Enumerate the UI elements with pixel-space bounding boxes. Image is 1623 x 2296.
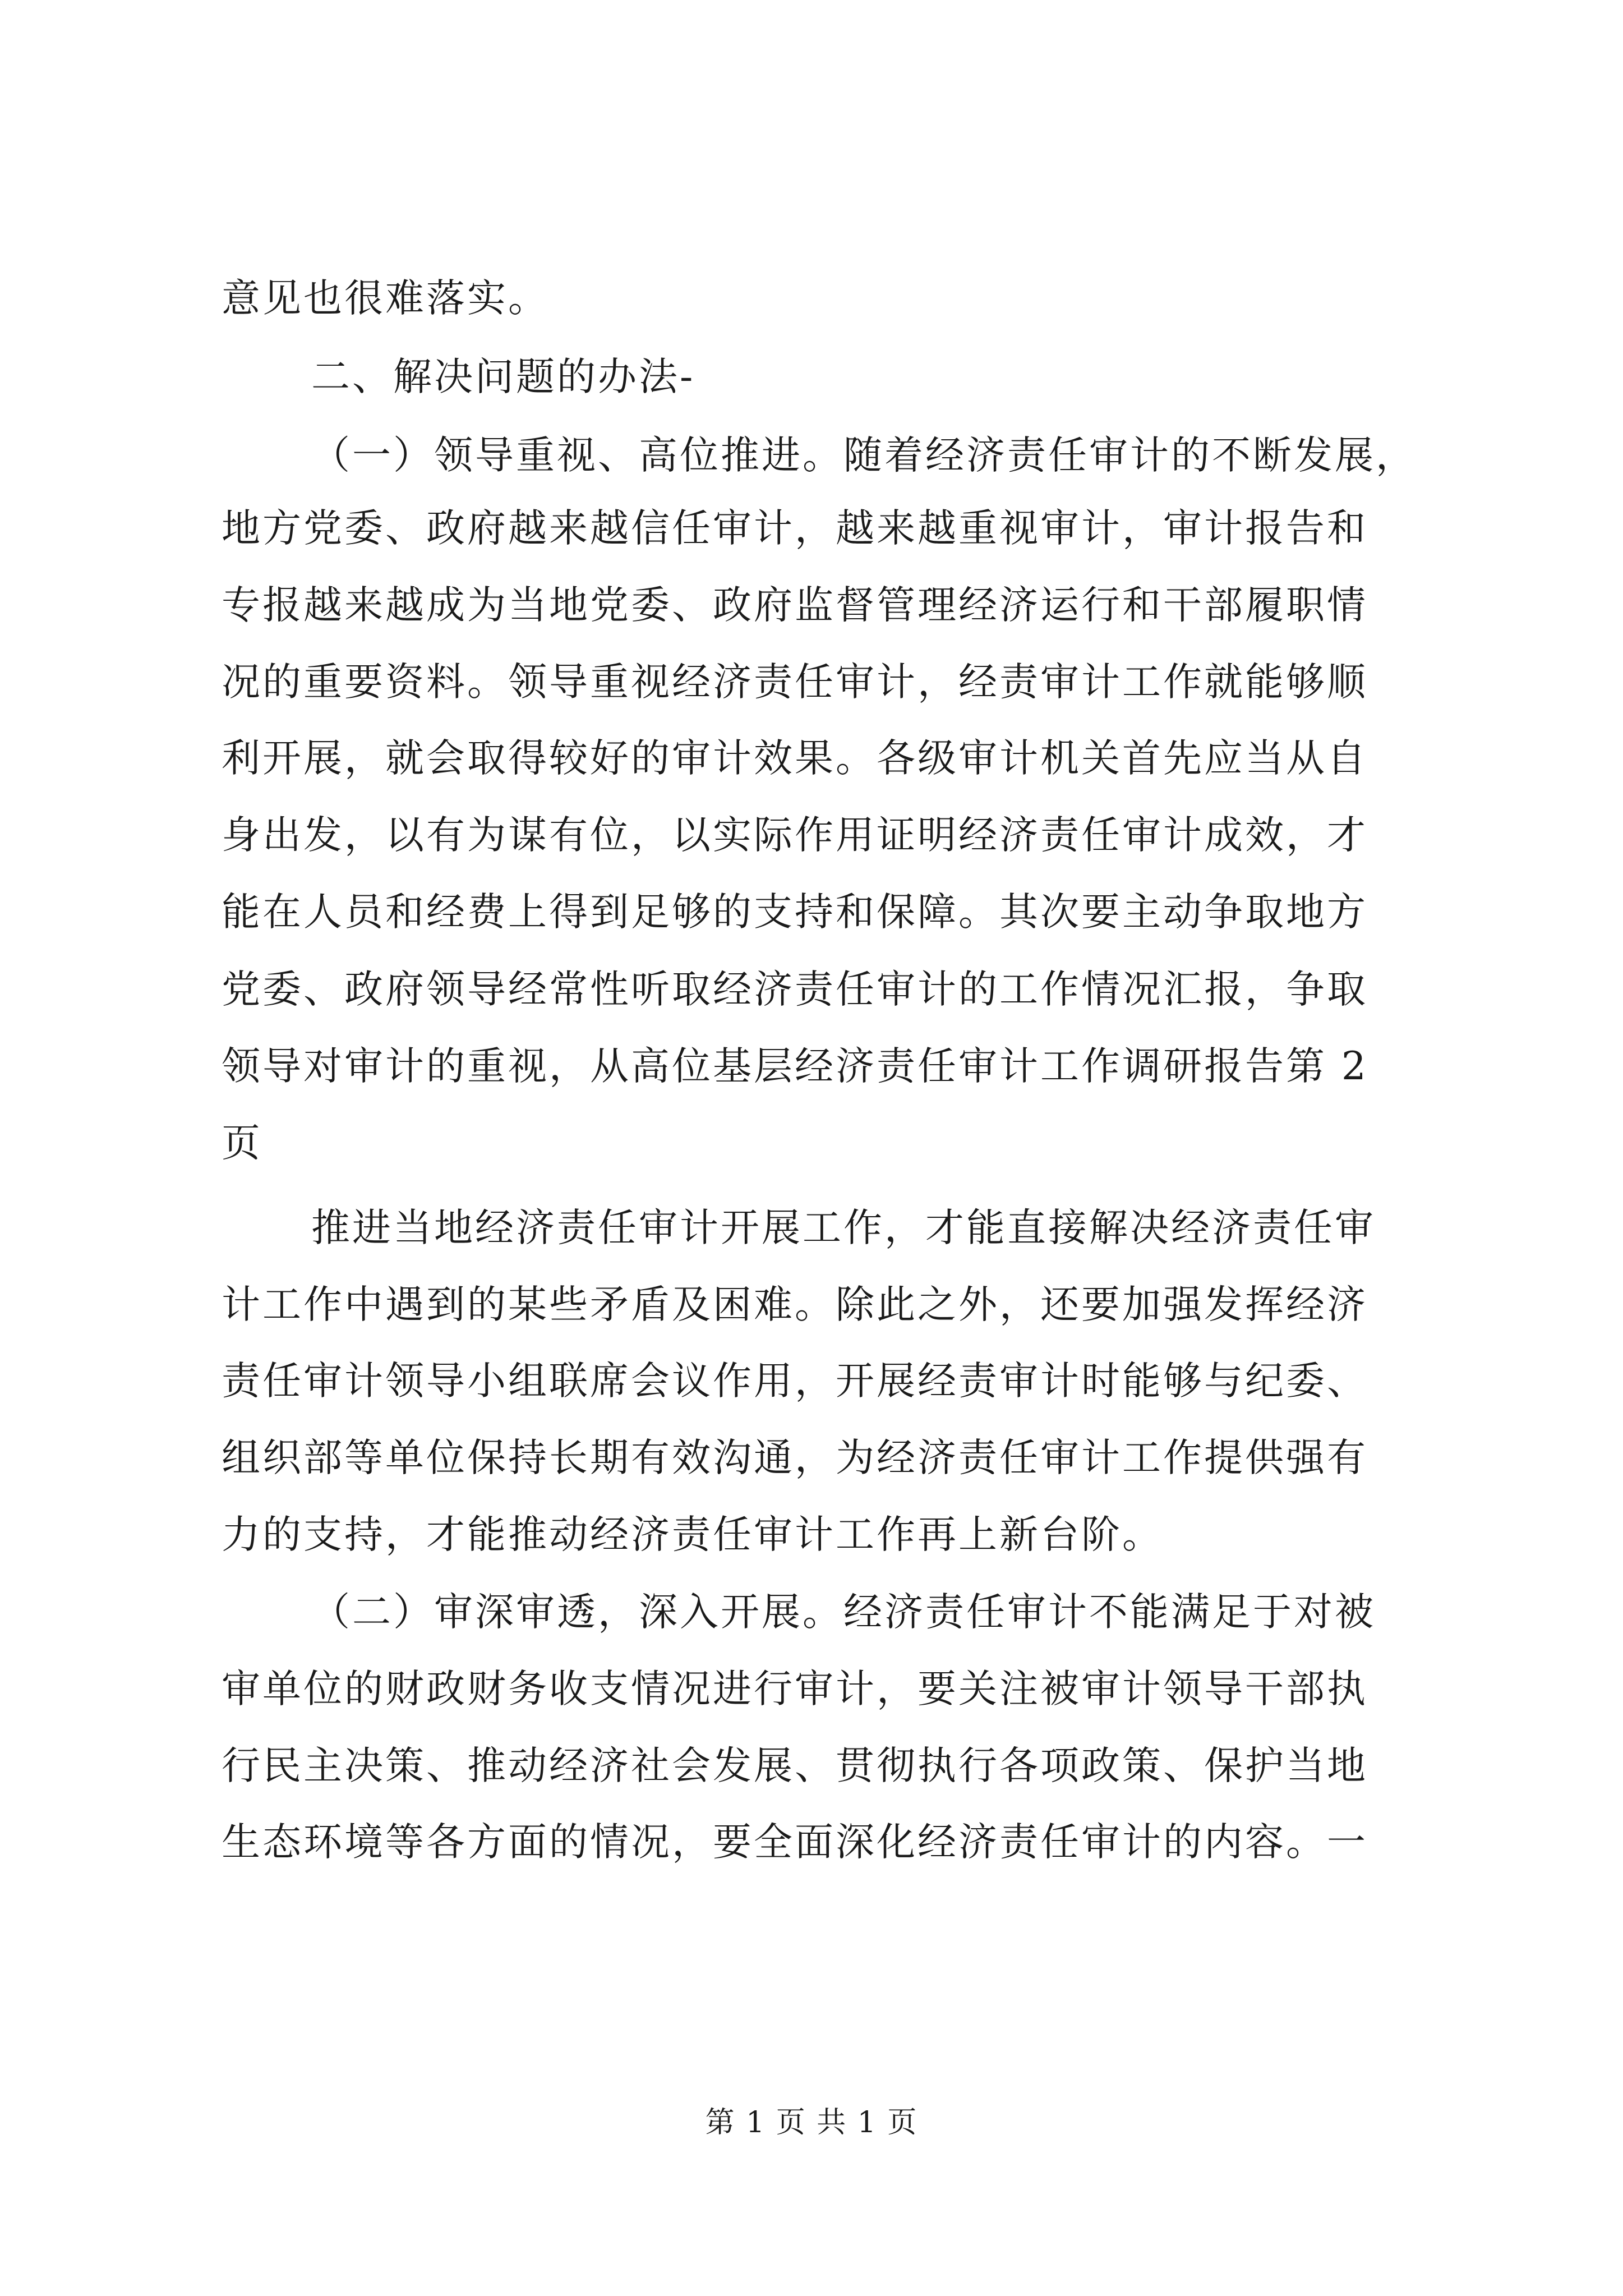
section-heading: 二、解决问题的办法- [311, 355, 695, 399]
text-line: 行民主决策、推动经济社会发展、贯彻执行各项政策、保护当地 [222, 1743, 1368, 1788]
text-line: （二）审深审透，深入开展。经济责任审计不能满足于对被 [311, 1590, 1376, 1635]
page-footer: 第 1 页 共 1 页 [705, 2106, 918, 2139]
text-line: 领导对审计的重视，从高位基层经济责任审计工作调研报告第 2 [222, 1044, 1368, 1089]
text-line: 推进当地经济责任审计开展工作，才能直接解决经济责任审 [311, 1205, 1376, 1250]
text-line: 况的重要资料。领导重视经济责任审计，经责审计工作就能够顺 [222, 660, 1368, 705]
text-line: 能在人员和经费上得到足够的支持和保障。其次要主动争取地方 [222, 890, 1368, 935]
text-line: 专报越来越成为当地党委、政府监督管理经济运行和干部履职情 [222, 583, 1368, 628]
text-line: 党委、政府领导经常性听取经济责任审计的工作情况汇报，争取 [222, 967, 1368, 1012]
text-line: 责任审计领导小组联席会议作用，开展经责审计时能够与纪委、 [222, 1359, 1368, 1404]
text-line: 计工作中遇到的某些矛盾及困难。除此之外，还要加强发挥经济 [222, 1282, 1368, 1327]
text-line: 力的支持，才能推动经济责任审计工作再上新台阶。 [222, 1512, 1163, 1557]
text-line: 利开展，就会取得较好的审计效果。各级审计机关首先应当从自 [222, 736, 1368, 781]
text-line: 意见也很难落实。 [222, 276, 549, 321]
text-line: 地方党委、政府越来越信任审计，越来越重视审计，审计报告和 [222, 506, 1368, 551]
text-line: 组织部等单位保持长期有效沟通，为经济责任审计工作提供强有 [222, 1435, 1368, 1480]
text-line: 身出发，以有为谋有位，以实际作用证明经济责任审计成效，才 [222, 813, 1368, 858]
text-line: 审单位的财政财务收支情况进行审计，要关注被审计领导干部执 [222, 1667, 1368, 1711]
text-line: （一）领导重视、高位推进。随着经济责任审计的不断发展， [311, 433, 1417, 478]
text-line: 生态环境等各方面的情况，要全面深化经济责任审计的内容。一 [222, 1820, 1368, 1865]
text-line: 页 [222, 1121, 262, 1166]
